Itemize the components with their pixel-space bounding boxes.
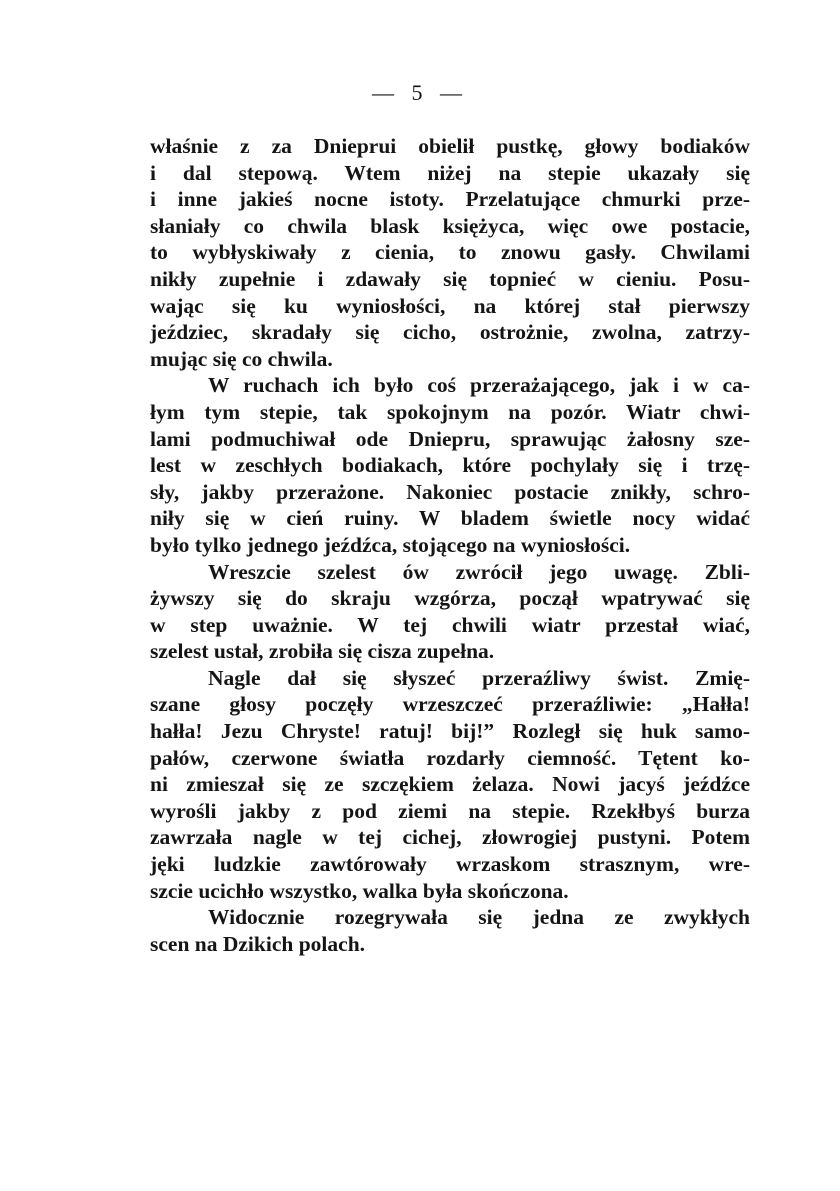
text-line: mując się co chwila. xyxy=(150,346,333,371)
text-line: w step uważnie. W tej chwili wiatr przestał wiać, xyxy=(150,612,750,637)
text-line: lest w zeschłych bodiakach, które pochylały się i trzę- xyxy=(150,453,750,478)
text-line: nikły zupełnie i zdawały się topnieć w cieniu. Posu- xyxy=(150,266,750,291)
text-line: W ruchach ich było coś przerażającego, jak i w ca- xyxy=(208,373,750,398)
text-line: i inne jakieś nocne istoty. Przelatujące chmurki prze- xyxy=(150,187,750,212)
text-line: niły się w cień ruiny. W bladem świetle nocy widać xyxy=(150,506,750,531)
text-line: scen na Dzikich polach. xyxy=(150,931,366,956)
text-line: szelest ustał, zrobiła się cisza zupełna. xyxy=(150,639,495,664)
text-line: Nagle dał się słyszeć przeraźliwy świst. Zmię- xyxy=(208,665,750,690)
text-line: szane głosy poczęły wrzeszczeć przeraźliwie: „Hałła! xyxy=(150,692,750,717)
text-line: żywszy się do skraju wzgórza, począł wpatrywać się xyxy=(150,586,750,611)
text-line: Widocznie rozegrywała się jedna ze zwykłych xyxy=(208,905,750,930)
text-line: wając się ku wyniosłości, na której stał pierwszy xyxy=(150,293,750,318)
text-line: lami podmuchiwał ode Dniepru, sprawując żałosny sze- xyxy=(150,426,750,451)
text-line: jęki ludzkie zawtórowały wrzaskom strasznym, wre- xyxy=(150,852,750,877)
text-line: pałów, czerwone światła rozdarły ciemność. Tętent ko- xyxy=(150,745,750,770)
text-line: było tylko jednego jeźdźca, stojącego na wyniosłości. xyxy=(150,532,631,557)
text-line: jeździec, skradały się cicho, ostrożnie, zwolna, zatrzy- xyxy=(150,320,750,345)
text-line: Wreszcie szelest ów zwrócił jego uwagę. Zbli- xyxy=(208,559,750,584)
text-line: zawrzała nagle w tej cichej, złowrogiej pustyni. Potem xyxy=(150,825,750,850)
text-line: szcie ucichło wszystko, walka była skończona. xyxy=(150,878,569,903)
page-number: — 5 — xyxy=(372,80,468,105)
text-line: łym tym stepie, tak spokojnym na pozór. Wiatr chwi- xyxy=(150,399,750,424)
text-line: hałła! Jezu Chryste! ratuj! bij!” Rozległ się huk samo- xyxy=(150,719,750,744)
body-text xyxy=(150,133,750,957)
text-line: słaniały co chwila blask księżyca, więc owe postacie, xyxy=(150,213,750,238)
text-line: sły, jakby przerażone. Nakoniec postacie znikły, schro- xyxy=(150,479,750,504)
text-line: wyrośli jakby z pod ziemi na stepie. Rzekłbyś burza xyxy=(150,798,750,823)
text-line: i dal stepową. Wtem niżej na stepie ukazały się xyxy=(150,160,750,185)
text-line: ni zmieszał się ze szczękiem żelaza. Nowi jacyś jeźdźce xyxy=(150,772,750,797)
text-line: to wybłyskiwały z cienia, to znowu gasły. Chwilami xyxy=(150,240,750,265)
text-line: właśnie z za Dnieprui obielił pustkę, głowy bodiaków xyxy=(150,134,750,158)
